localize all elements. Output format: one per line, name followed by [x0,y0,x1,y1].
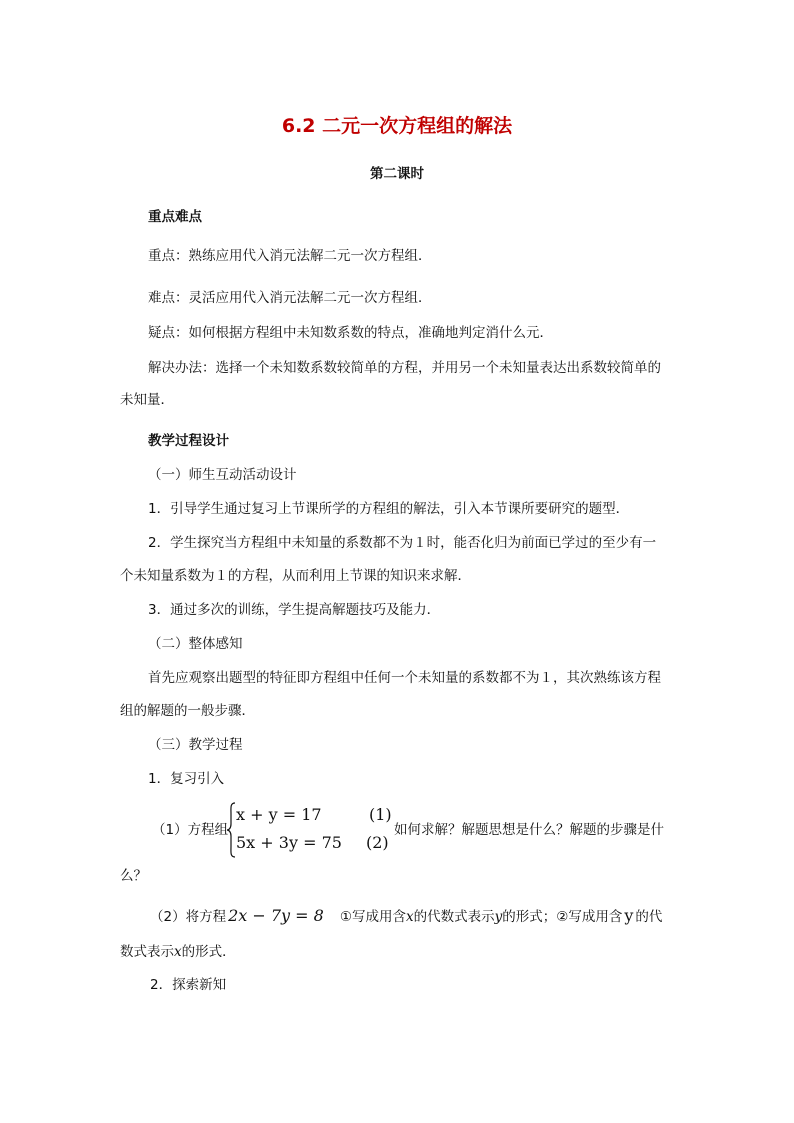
section-part3: （三）教学过程 [148,737,243,753]
explore-heading: 2．探索新知 [150,977,227,993]
q2-equation: 2x − 7y = 8 [228,906,324,925]
overall-paragraph-line2: 组的解题的一般步骤． [120,703,255,719]
equation-2-tag: (2) [366,833,389,852]
q2-text-c: 的形式；②写成用含 [502,909,623,925]
q2-line2-a: 数式表示 [120,944,174,960]
q2-line2-x: x [174,944,182,960]
q2-var-y2: y [624,906,634,925]
review-heading: 1．复习引入 [148,771,225,787]
q2-text-d: 的代 [635,909,663,925]
difficulty-paragraph: 难点：灵活应用代入消元法解二元一次方程组． [148,290,432,306]
solution-paragraph-line2: 未知量． [120,392,174,408]
design-item-2-line2: 个未知量系数为１的方程，从而利用上节课的知识来求解． [120,568,471,584]
overall-paragraph-line1: 首先应观察出题型的特征即方程组中任何一个未知量的系数都不为１，其次熟练该方程 [148,670,661,686]
equation-system [226,802,396,862]
lesson-subtitle: 第二课时 [370,166,424,182]
solution-paragraph-line1: 解决办法：选择一个未知数系数较简单的方程，并用另一个未知量表达出系数较简单的 [148,360,661,376]
key-points-heading: 重点难点 [148,209,202,225]
equation-1: x + y = 17 [236,805,322,824]
doubt-paragraph: 疑点：如何根据方程组中未知数系数的特点，准确地判定消什么元． [148,325,553,341]
q2-line2 [120,942,236,962]
equation-2: 5x + 3y = 75 [236,833,342,852]
design-item-1: 1．引导学生通过复习上节课所学的方程组的解法，引入本节课所要研究的题型． [148,501,630,517]
q1-continuation: 么？ [120,868,147,884]
q2-line1 [150,906,662,927]
q2-prefix: （2）将方程 [150,909,227,925]
q2-text-a: ①写成用含 [339,909,406,925]
equation-1-tag: (1) [369,805,392,824]
focus-paragraph: 重点：熟练应用代入消元法解二元一次方程组． [148,248,432,264]
design-item-3: 3．通过多次的训练，学生提高解题技巧及能力． [148,602,441,618]
section-part1: （一）师生互动活动设计 [148,467,297,483]
design-item-2-line1: 2．学生探究当方程组中未知量的系数都不为１时，能否化归为前面已学过的至少有一 [148,535,657,551]
q1-prefix: （1）方程组 [152,822,229,838]
section-part2: （二）整体感知 [148,636,243,652]
q2-var-x: x [405,909,414,925]
left-brace-icon [226,802,236,858]
page-title: 6.2 二元一次方程组的解法 [281,115,513,137]
q2-var-y: y [494,909,503,925]
q2-text-b: 的代数式表示 [413,909,495,925]
design-heading: 教学过程设计 [148,433,229,449]
q1-suffix: 如何求解？解题思想是什么？解题的步骤是什 [394,822,664,838]
q2-line2-b: 的形式． [181,944,236,960]
